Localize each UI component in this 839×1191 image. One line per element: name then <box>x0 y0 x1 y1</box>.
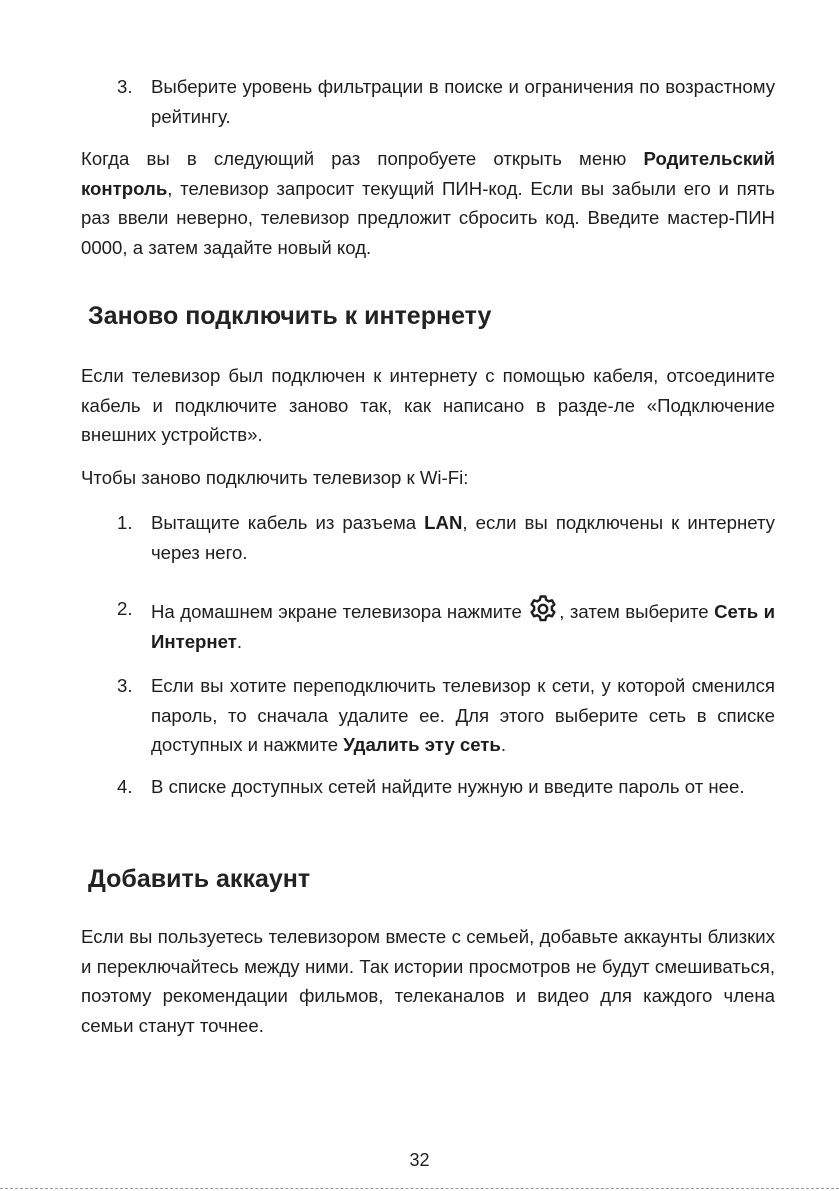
forget-network-term: Удалить эту сеть <box>343 734 501 755</box>
list-number: 3. <box>117 76 133 97</box>
pin-paragraph <box>81 144 775 262</box>
list-text: Вытащите кабель из разъема LAN, если вы подключены к интернету через него. <box>151 512 775 563</box>
list-number: 4. <box>117 776 133 797</box>
list-text: На домашнем экране телевизора нажмите , затем выберите Сеть и Интернет. <box>151 594 775 656</box>
account-paragraph: Если вы пользуетесь телевизором вместе с семьей, добавьте аккаунты близких и переключайтесь между ними. Так истории просмотров не будут смешиваться, поэтому рекомендации фильмов, телеканалов и видео для каждого члена семьи станут точнее. <box>81 926 775 1036</box>
lan-term: LAN <box>424 512 463 533</box>
list-text: В списке доступных сетей найдите нужную и введите пароль от нее. <box>151 776 745 797</box>
section-heading-account: Добавить аккаунт <box>88 865 311 893</box>
network-internet-term: Сеть и Интернет <box>151 601 776 652</box>
list-text: Если вы хотите переподключить телевизор к сети, у которой сменился пароль, то сначала удалите ее. Для этого выберите сеть в списке доступных и нажмите Удалить эту сеть. <box>151 675 775 755</box>
pin-text-end: , телевизор запросит текущий ПИН-код. Если вы забыли его и пять раз ввели неверно, телевизор предложит сбросить код. Введите мастер-ПИН 0000, а затем задайте новый код. <box>81 177 775 258</box>
list-number: 3. <box>117 675 133 696</box>
wifi-lead: Чтобы заново подключить телевизор к Wi-Fi: <box>81 467 469 488</box>
parental-control-term: Родительский контроль <box>81 148 775 199</box>
gear-icon <box>528 594 558 624</box>
list-number: 2. <box>117 598 133 619</box>
list-text: Выберите уровень фильтрации в поиске и ограничения по возрастному рейтингу. <box>151 76 775 127</box>
section-heading-reconnect: Заново подключить к интернету <box>88 302 492 330</box>
page-number: 32 <box>409 1150 430 1170</box>
page-edge-divider <box>0 1188 839 1189</box>
pin-text-start: Когда вы в следующий раз попробуете открыть меню <box>81 148 644 169</box>
list-number: 1. <box>117 512 133 533</box>
reconnect-intro: Если телевизор был подключен к интернету с помощью кабеля, отсоедините кабель и подключите заново так, как написано в разде-ле «Подключение внешних устройств». <box>81 365 775 445</box>
